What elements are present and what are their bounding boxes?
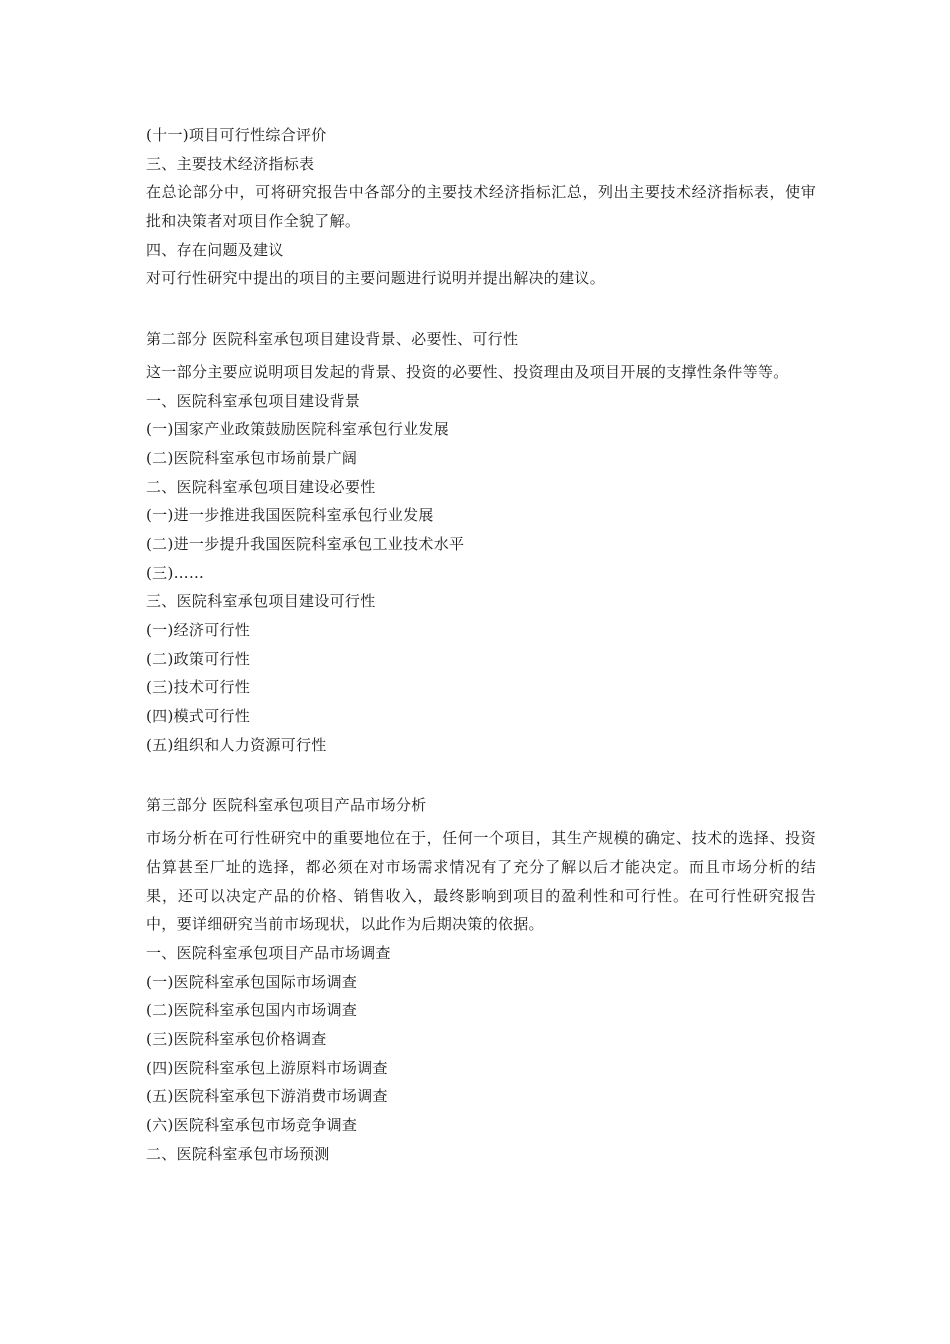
- list-item: 一、医院科室承包项目建设背景: [146, 391, 361, 410]
- part-3-title: 第三部分 医院科室承包项目产品市场分析: [146, 796, 427, 815]
- list-item: (三)技术可行性: [146, 678, 251, 697]
- heading-item-11: (十一)项目可行性综合评价: [146, 126, 327, 144]
- list-item: (一)进一步推进我国医院科室承包行业发展: [146, 506, 434, 525]
- heading-section-3: 三、主要技术经济指标表: [146, 154, 315, 173]
- list-item: (四)模式可行性: [146, 707, 251, 726]
- list-item: 三、医院科室承包项目建设可行性: [146, 592, 376, 611]
- list-item: (五)组织和人力资源可行性: [146, 735, 327, 754]
- list-item: (一)国家产业政策鼓励医院科室承包行业发展: [146, 420, 450, 439]
- heading-section-4: 四、存在问题及建议: [146, 240, 284, 259]
- list-item: 二、医院科室承包项目建设必要性: [146, 477, 376, 496]
- list-item: (三)医院科室承包价格调查: [146, 1030, 327, 1049]
- list-item: (二)进一步提升我国医院科室承包工业技术水平: [146, 534, 465, 553]
- list-item: 二、医院科室承包市场预测: [146, 1144, 330, 1163]
- part-2-intro: 这一部分主要应说明项目发起的背景、投资的必要性、投资理由及项目开展的支撑性条件等等。: [146, 362, 789, 381]
- list-item: (一)经济可行性: [146, 621, 251, 640]
- list-item: 一、医院科室承包项目产品市场调查: [146, 943, 391, 962]
- paragraph-suggestion: 对可行性研究中提出的项目的主要问题进行说明并提出解决的建议。: [146, 269, 606, 288]
- list-item: (三)……: [146, 563, 205, 582]
- list-item: (二)医院科室承包市场前景广阔: [146, 448, 358, 467]
- part-3-intro: 市场分析在可行性研究中的重要地位在于，任何一个项目，其生产规模的确定、技术的选择、投资估算甚至厂址的选择，都必须在对市场需求情况有了充分了解以后才能决定。而且市场分析的结果，还可以决定产品的价格、销售收入，最终影响到项目的盈利性和可行性。在可行性研究报告中，要详细研究当前市场现状，以此作为后期决策的依据。: [146, 829, 816, 934]
- paragraph-summary: 在总论部分中，可将研究报告中各部分的主要技术经济指标汇总，列出主要技术经济指标表，使审批和决策者对项目作全貌了解。: [146, 183, 816, 231]
- list-item: (四)医院科室承包上游原料市场调查: [146, 1058, 388, 1077]
- list-item: (一)医院科室承包国际市场调查: [146, 972, 358, 991]
- list-item: (二)政策可行性: [146, 649, 251, 668]
- list-item: (六)医院科室承包市场竞争调查: [146, 1116, 358, 1135]
- document-page: [146, 121, 816, 1168]
- list-item: (五)医院科室承包下游消费市场调查: [146, 1087, 388, 1106]
- part-2-title: 第二部分 医院科室承包项目建设背景、必要性、可行性: [146, 330, 519, 349]
- list-item: (二)医院科室承包国内市场调查: [146, 1001, 358, 1020]
